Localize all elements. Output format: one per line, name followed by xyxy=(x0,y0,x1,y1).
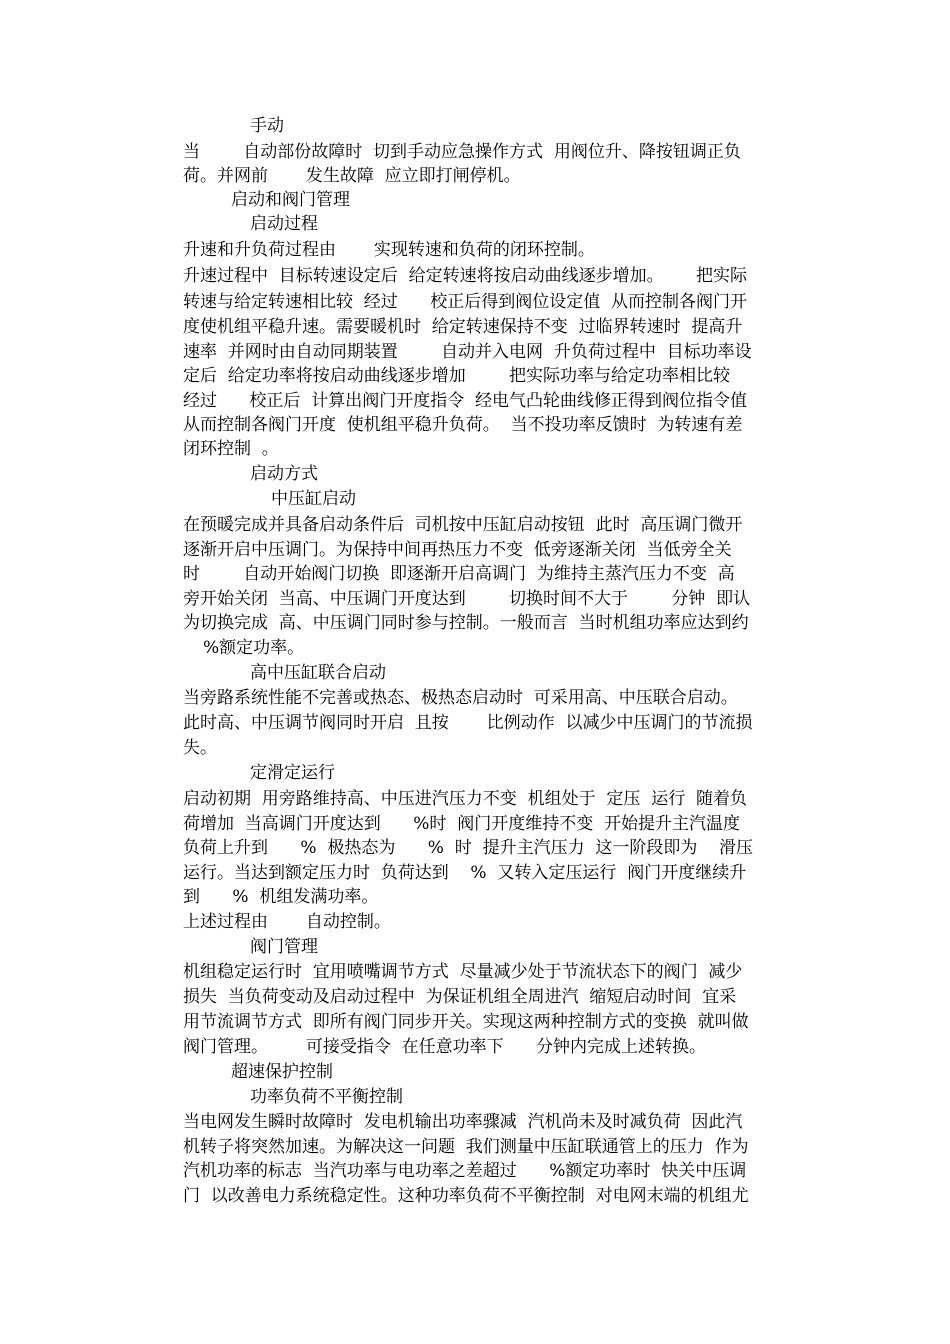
paragraph-line: 上述过程由 自动控制。 xyxy=(183,912,391,932)
paragraph-line: 到 % 机组发满功率。 xyxy=(183,887,379,907)
paragraph-line: 机组稳定运行时 宜用喷嘴调节方式 尽量减少处于节流状态下的阀门 减少 xyxy=(183,962,743,982)
paragraph-line: 损失 当负荷变动及启动过程中 为保证机组全周进汽 缩短启动时间 宜采 xyxy=(183,987,737,1007)
heading-startup-valve: 启动和阀门管理 xyxy=(231,190,350,210)
heading-startup-process: 启动过程 xyxy=(250,214,318,234)
heading-constant-sliding: 定滑定运行 xyxy=(250,763,335,783)
paragraph-line: 在预暖完成并具备启动条件后 司机按中压缸启动按钮 此时 高压调门微开 xyxy=(183,515,743,535)
paragraph-line: 当 自动部份故障时 切到手动应急操作方式 用阀位升、降按钮调正负 xyxy=(183,142,741,162)
paragraph-line: 旁开始关闭 当高、中压调门开度达到 切换时间不大于 分钟 即认 xyxy=(183,589,751,609)
paragraph-line: 荷增加 当高调门开度达到 %时 阀门开度维持不变 开始提升主汽温度 xyxy=(183,814,740,834)
heading-overspeed-protection: 超速保护控制 xyxy=(231,1062,333,1082)
paragraph-line: 荷。并网前 发生故障 应立即打闸停机。 xyxy=(183,166,521,186)
paragraph-line: 升速过程中 目标转速设定后 给定转速将按启动曲线逐步增加。 把实际 xyxy=(183,266,748,286)
paragraph-line: 时 自动开始阀门切换 即逐渐开启高调门 为维持主蒸汽压力不变 高 xyxy=(183,564,735,584)
paragraph-line: 速率 并网时由自动同期装置 自动并入电网 升负荷过程中 目标功率设 xyxy=(183,342,752,362)
heading-ip-startup: 中压缸启动 xyxy=(271,489,356,509)
heading-valve-management: 阀门管理 xyxy=(250,937,318,957)
paragraph-line: 机转子将突然加速。为解决这一问题 我们测量中压缸联通管上的压力 作为 xyxy=(183,1137,749,1157)
heading-startup-mode: 启动方式 xyxy=(250,464,318,484)
paragraph-line: 汽机功率的标志 当汽功率与电功率之差超过 %额定功率时 快关中压调 xyxy=(183,1161,747,1181)
paragraph-line: 负荷上升到 % 极热态为 % 时 提升主汽压力 这一阶段即为 滑压 xyxy=(183,838,753,858)
paragraph-line: 升速和升负荷过程由 实现转速和负荷的闭环控制。 xyxy=(183,240,595,260)
heading-power-load-unbalance: 功率负荷不平衡控制 xyxy=(250,1087,403,1107)
paragraph-line: 定后 给定功率将按启动曲线逐步增加 把实际功率与给定功率相比较 xyxy=(183,366,731,386)
paragraph-line: 启动初期 用旁路维持高、中压进汽压力不变 机组处于 定压 运行 随着负 xyxy=(183,789,748,809)
heading-manual: 手动 xyxy=(250,116,284,136)
paragraph-line: 阀门管理。 可接受指令 在任意功率下 分钟内完成上述转换。 xyxy=(183,1037,707,1057)
paragraph-line: 运行。当达到额定压力时 负荷达到 % 又转入定压运行 阀门开度继续升 xyxy=(183,863,747,883)
paragraph-line: 闭环控制 。 xyxy=(183,439,279,459)
paragraph-line: 失。 xyxy=(183,738,217,758)
paragraph-line: 此时高、中压调节阀同时开启 且按 比例动作 以减少中压调门的节流损 xyxy=(183,713,753,733)
paragraph-line: 经过 校正后 计算出阀门开度指令 经电气凸轮曲线修正得到阀位指令值 xyxy=(183,391,748,411)
paragraph-line: 为切换完成 高、中压调门同时参与控制。一般而言 当时机组功率应达到约 xyxy=(183,613,749,633)
heading-hp-ip-startup: 高中压缸联合启动 xyxy=(250,663,386,683)
paragraph-line: 门 以改善电力系统稳定性。这种功率负荷不平衡控制 对电网末端的机组尤 xyxy=(183,1186,749,1206)
paragraph-line: 当旁路系统性能不完善或热态、极热态启动时 可采用高、中压联合启动。 xyxy=(183,688,738,708)
paragraph-line: %额定功率。 xyxy=(203,638,305,658)
paragraph-line: 逐渐开启中压调门。为保持中间再热压力不变 低旁逐渐关闭 当低旁全关 xyxy=(183,540,732,560)
paragraph-line: 用节流调节方式 即所有阀门同步开关。实现这两种控制方式的变换 就叫做 xyxy=(183,1012,749,1032)
paragraph-line: 转速与给定转速相比较 经过 校正后得到阀位设定值 从而控制各阀门开 xyxy=(183,292,748,312)
paragraph-line: 当电网发生瞬时故障时 发电机输出功率骤减 汽机尚未及时减负荷 因此汽 xyxy=(183,1112,743,1132)
paragraph-line: 从而控制各阀门开度 使机组平稳升负荷。 当不投功率反馈时 为转速有差 xyxy=(183,415,743,435)
paragraph-line: 度使机组平稳升速。需要暖机时 给定转速保持不变 过临界转速时 提高升 xyxy=(183,317,743,337)
